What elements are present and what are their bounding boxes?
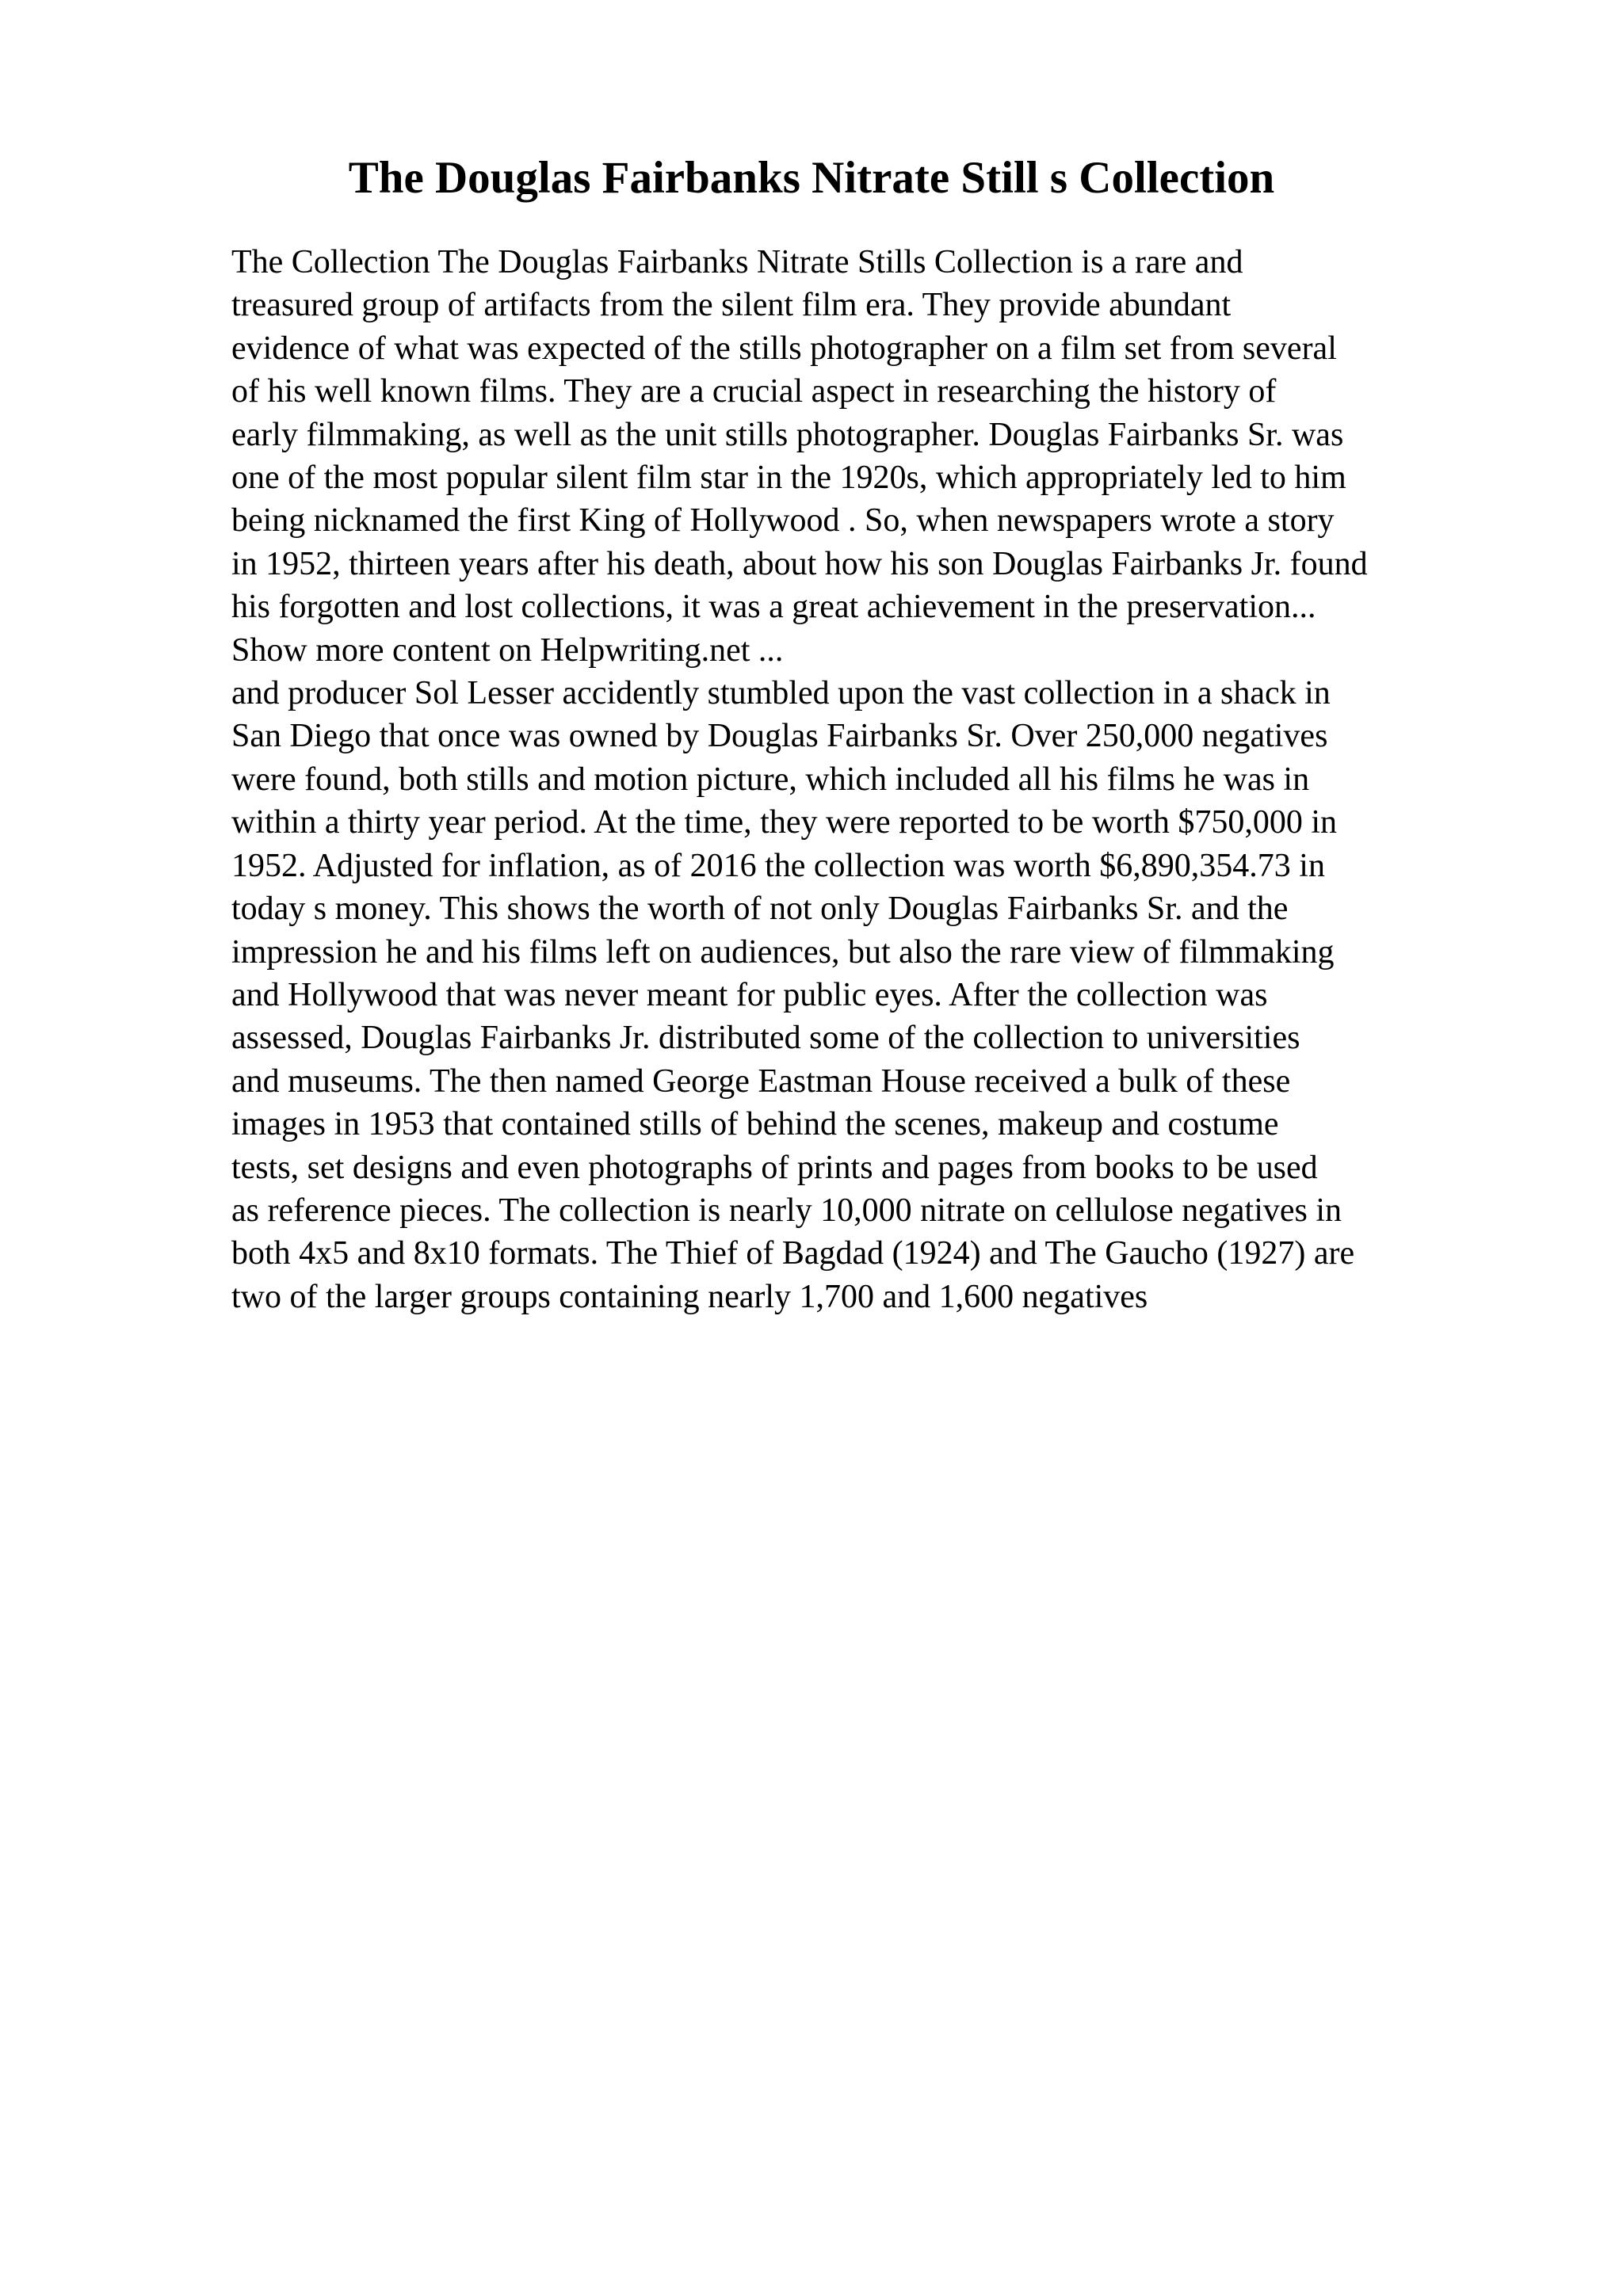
body-line: tests, set designs and even photographs of prints and pages from books to be used	[231, 1149, 1318, 1186]
body-line: assessed, Douglas Fairbanks Jr. distributed some of the collection to universities	[231, 1020, 1300, 1057]
show-more-link-line: Show more content on Helpwriting.net ...	[231, 631, 784, 669]
body-line: treasured group of artifacts from the silent film era. They provide abundant	[231, 287, 1232, 324]
body-line: both 4x5 and 8x10 formats. The Thief of Bagdad (1924) and The Gaucho (1927) are	[231, 1235, 1355, 1272]
body-line: two of the larger groups containing nearly 1,700 and 1,600 negatives	[231, 1278, 1148, 1315]
body-line: his forgotten and lost collections, it was a great achievement in the preservation...	[231, 589, 1316, 626]
body-line: as reference pieces. The collection is nearly 10,000 nitrate on cellulose negatives in	[231, 1192, 1342, 1229]
body-line: early filmmaking, as well as the unit stills photographer. Douglas Fairbanks Sr. was	[231, 416, 1344, 453]
body-line: and producer Sol Lesser accidently stumbled upon the vast collection in a shack in	[231, 675, 1331, 712]
body-line: and museums. The then named George Eastman House received a bulk of these	[231, 1062, 1291, 1100]
page-title: The Douglas Fairbanks Nitrate Still s Collection	[348, 153, 1275, 203]
body-line: of his well known films. They are a crucial aspect in researching the history of	[231, 373, 1277, 410]
body-line: and Hollywood that was never meant for public eyes. After the collection was	[231, 976, 1268, 1013]
body-line: The Collection The Douglas Fairbanks Nitrate Stills Collection is a rare and	[231, 244, 1243, 280]
body-line: evidence of what was expected of the stills photographer on a film set from several	[231, 330, 1337, 367]
body-line: today s money. This shows the worth of not only Douglas Fairbanks Sr. and the	[231, 891, 1289, 928]
body-text	[231, 241, 1610, 1318]
body-line: impression he and his films left on audiences, but also the rare view of filmmaking	[231, 933, 1335, 971]
body-line: within a thirty year period. At the time, they were reported to be worth $750,000 in	[231, 804, 1337, 841]
body-line: were found, both stills and motion picture, which included all his films he was in	[231, 761, 1310, 798]
body-line: images in 1953 that contained stills of behind the scenes, makeup and costume	[231, 1106, 1279, 1143]
body-line: San Diego that once was owned by Douglas Fairbanks Sr. Over 250,000 negatives	[231, 718, 1328, 755]
body-line: being nicknamed the first King of Hollywood . So, when newspapers wrote a story	[231, 502, 1335, 540]
body-line: 1952. Adjusted for inflation, as of 2016 the collection was worth $6,890,354.73 in	[231, 847, 1325, 884]
body-line: one of the most popular silent film star in the 1920s, which appropriately led to him	[231, 460, 1346, 497]
body-line: in 1952, thirteen years after his death, about how his son Douglas Fairbanks Jr. found	[231, 545, 1368, 582]
